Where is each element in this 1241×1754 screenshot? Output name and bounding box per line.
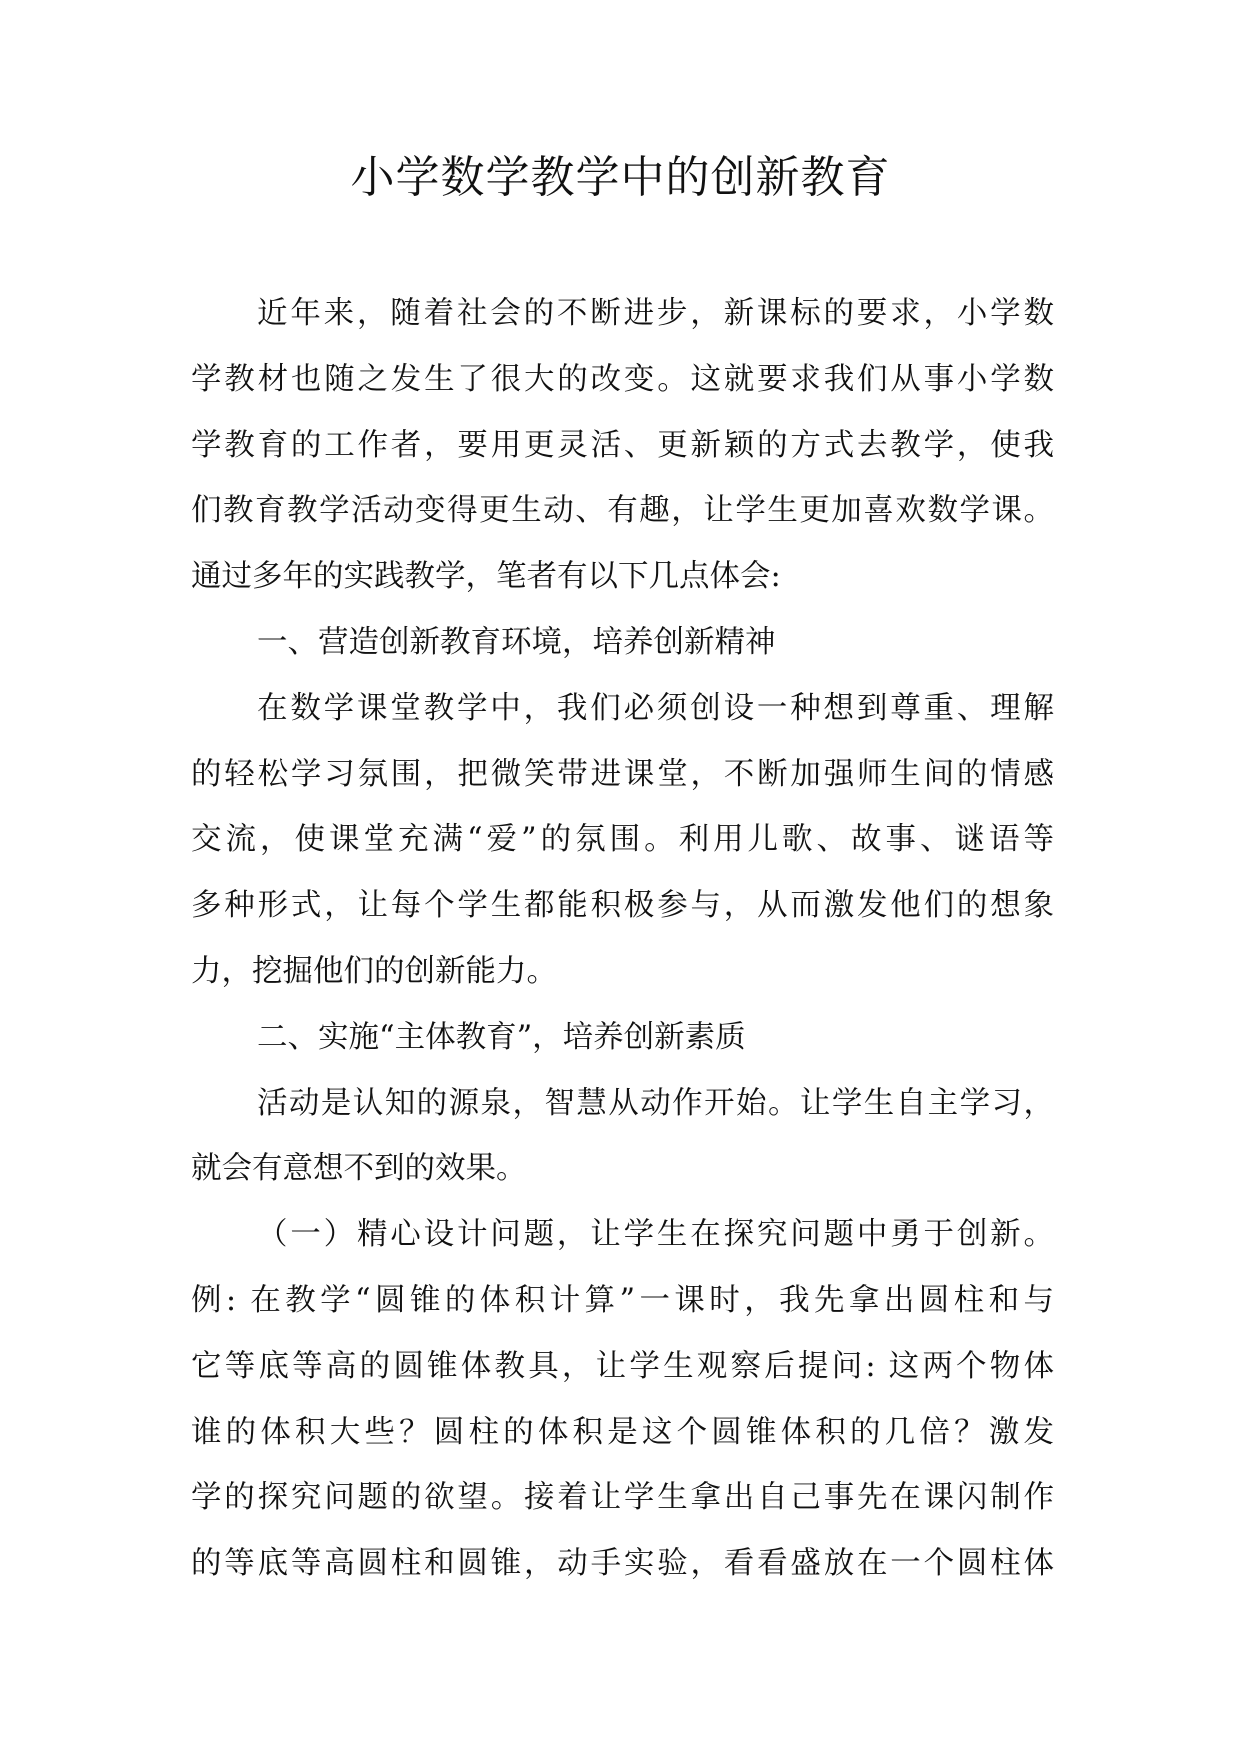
section-heading: 一、营造创新教育环境，培养创新精神	[257, 624, 776, 660]
document-title: 小学数学教学中的创新教育	[350, 152, 891, 203]
text-line: 谁的体积大些？圆柱的体积是这个圆锥体积的几倍？激发	[191, 1414, 1054, 1450]
text-line: 通过多年的实践教学，笔者有以下几点体会:	[191, 559, 781, 595]
text-line: 多种形式，让每个学生都能积极参与，从而激发他们的想象	[191, 888, 1054, 924]
text-line: 学教育的工作者，要用更灵活、更新颖的方式去教学，使我	[191, 427, 1054, 463]
text-line: 它等底等高的圆锥体教具，让学生观察后提问: 这两个物体	[191, 1348, 1054, 1384]
text-line: 的等底等高圆柱和圆锥，动手实验，看看盛放在一个圆柱体	[191, 1546, 1054, 1582]
text-line: 近年来，随着社会的不断进步，新课标的要求，小学数	[257, 296, 1054, 331]
text-line: 活动是认知的源泉，智慧从动作开始。让学生自主学习，	[257, 1085, 1054, 1121]
text-line: 例: 在教学“圆锥的体积计算”一课时，我先拿出圆柱和与	[191, 1282, 1054, 1318]
text-line: 就会有意想不到的效果。	[191, 1151, 527, 1187]
text-line: 在数学课堂教学中，我们必须创设一种想到尊重、理解	[257, 690, 1054, 726]
text-line: 的轻松学习氛围，把微笑带进课堂，不断加强师生间的情感	[191, 756, 1054, 792]
text-line: 学教材也随之发生了很大的改变。这就要求我们从事小学数	[191, 361, 1054, 397]
text-line: 交流，使课堂充满“爱”的氛围。利用儿歌、故事、谜语等	[191, 822, 1054, 858]
section-heading: 二、实施“主体教育”，培养创新素质	[257, 1019, 746, 1055]
text-line: 学的探究问题的欲望。接着让学生拿出自己事先在课闪制作	[191, 1480, 1054, 1516]
text-line: 力，挖掘他们的创新能力。	[191, 953, 557, 989]
text-line: （一）精心设计问题，让学生在探究问题中勇于创新。	[257, 1217, 1054, 1253]
text-line: 们教育教学活动变得更生动、有趣，让学生更加喜欢数学课。	[191, 493, 1054, 529]
document-body	[191, 284, 1054, 1600]
